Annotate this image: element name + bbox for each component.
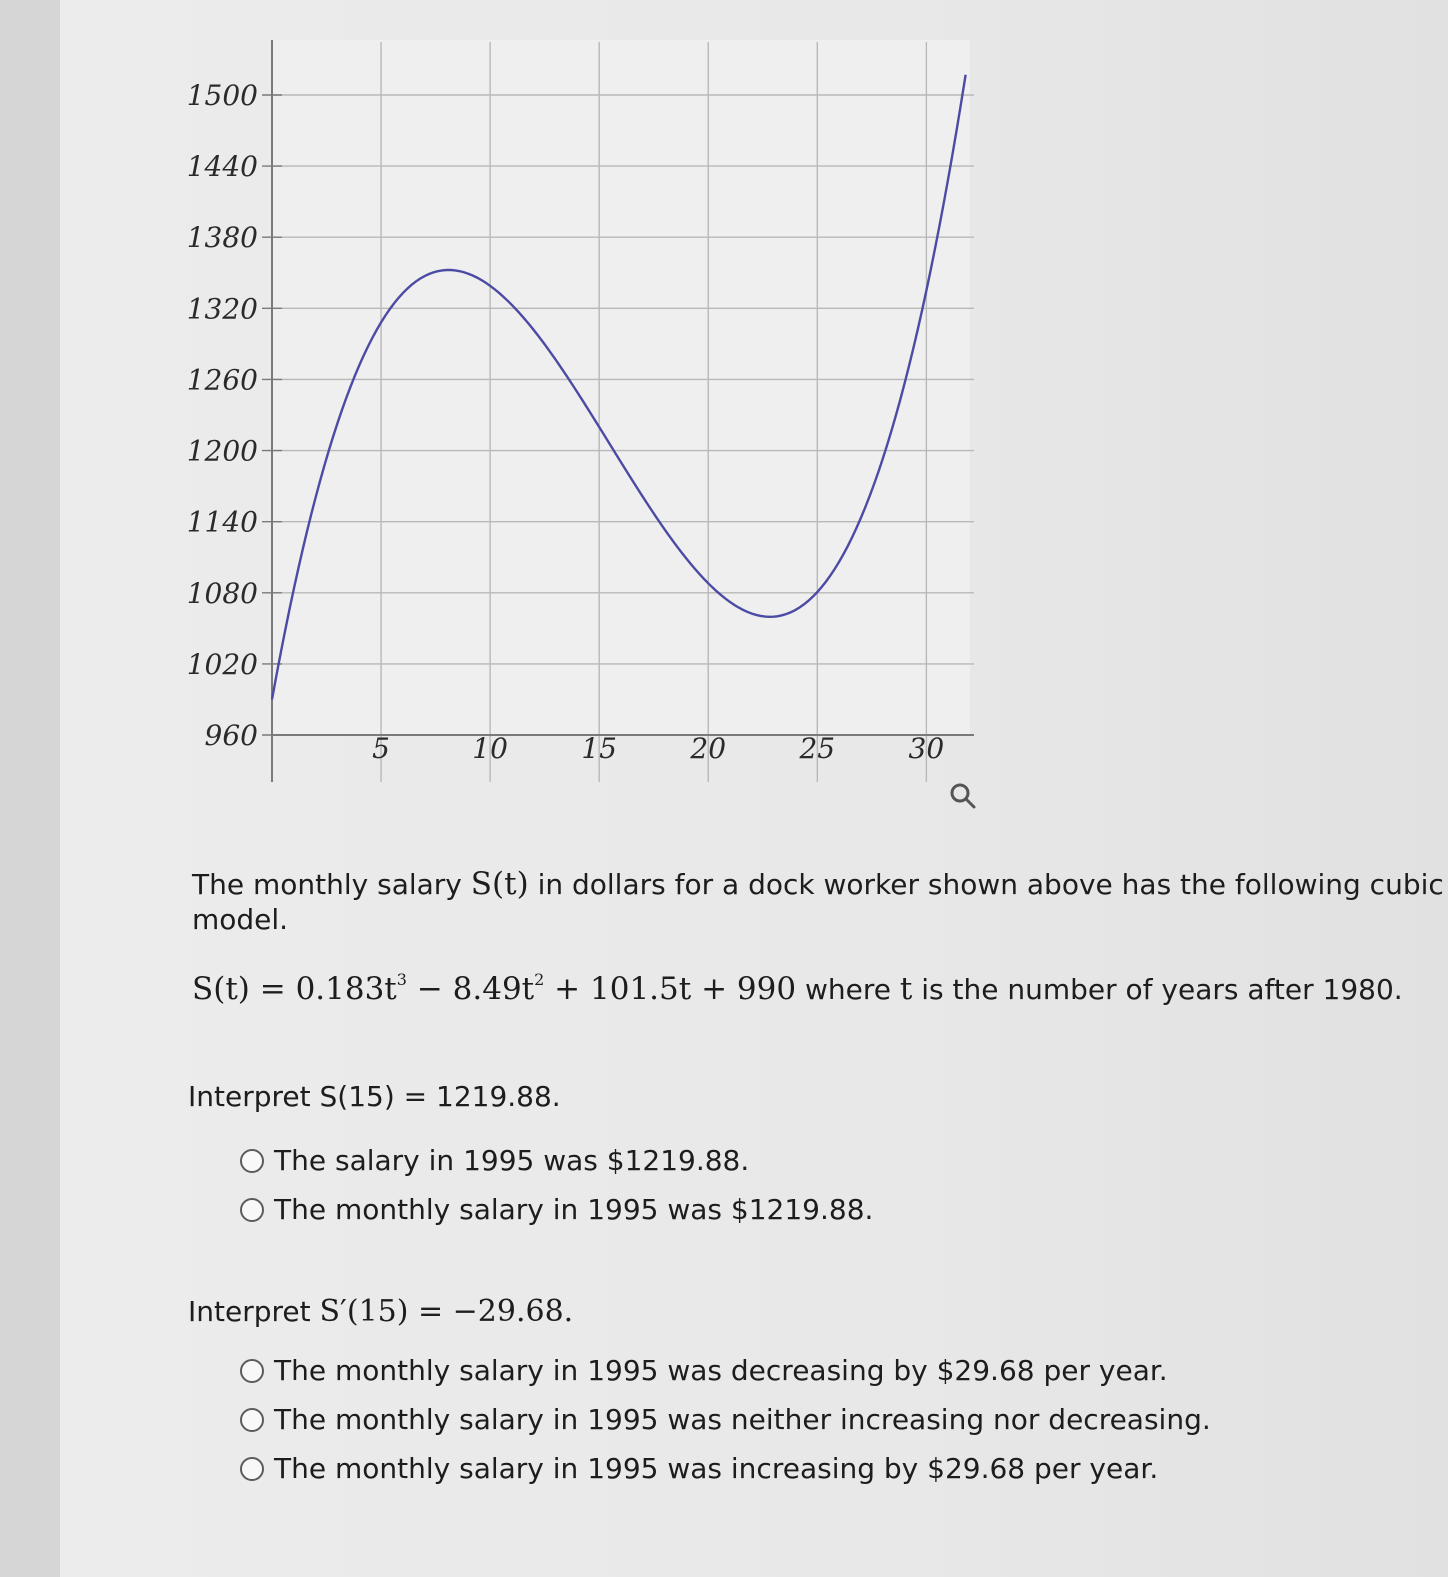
y-tick-label-1260: 1260 <box>186 363 258 397</box>
x-tick-label-15: 15 <box>581 732 618 765</box>
x-tick-label-5: 5 <box>372 732 390 765</box>
salary-chart-svg <box>180 30 1000 820</box>
model-equation <box>192 970 1403 1008</box>
y-tick-label-1080: 1080 <box>186 576 258 610</box>
x-tick-label-20: 20 <box>690 732 727 765</box>
statement <box>192 866 1448 937</box>
q2-radio-1[interactable] <box>240 1359 264 1383</box>
plot-area <box>272 40 970 735</box>
magnifier-icon[interactable] <box>946 780 980 814</box>
q2-option-1[interactable] <box>240 1354 1211 1387</box>
q1-option-2-label: The monthly salary in 1995 was $1219.88. <box>274 1193 874 1226</box>
q2-option-2-label: The monthly salary in 1995 was neither increasing nor decreasing. <box>274 1403 1211 1436</box>
y-tick-label-1380: 1380 <box>186 221 258 255</box>
q1-radio-2[interactable] <box>240 1198 264 1222</box>
y-tick-label-1440: 1440 <box>186 150 258 184</box>
statement-func: S(t) <box>470 866 529 902</box>
q1-option-2[interactable] <box>240 1193 873 1226</box>
q2-option-1-label: The monthly salary in 1995 was decreasing by $29.68 per year. <box>274 1354 1168 1387</box>
y-tick-label-1020: 1020 <box>186 647 258 681</box>
model-where: where <box>796 973 900 1006</box>
x-tick-label-30: 30 <box>908 732 945 765</box>
y-tick-label-960: 960 <box>204 719 258 752</box>
question-1-text: Interpret S(15) = 1219.88. <box>188 1080 561 1113</box>
salary-chart <box>180 30 1000 820</box>
statement-part2: in dollars for a dock worker shown above has the following cubic model. <box>192 868 1444 937</box>
q2-option-3[interactable] <box>240 1452 1211 1485</box>
q2-option-2[interactable] <box>240 1403 1211 1436</box>
question-1-prompt <box>188 1080 561 1113</box>
model-exp1: 3 <box>396 970 407 989</box>
content-panel <box>60 0 1448 1577</box>
y-tick-label-1500: 1500 <box>186 79 258 112</box>
model-var: t <box>899 971 913 1007</box>
y-tick-label-1140: 1140 <box>186 505 258 539</box>
question-1-options <box>240 1144 873 1242</box>
q1-radio-1[interactable] <box>240 1149 264 1173</box>
q1-option-1[interactable] <box>240 1144 873 1177</box>
x-tick-label-10: 10 <box>472 732 508 765</box>
question-2-math: S′(15) = −29.68. <box>319 1294 574 1329</box>
q1-option-1-label: The salary in 1995 was $1219.88. <box>274 1144 750 1177</box>
model-mid: − 8.49t <box>406 971 535 1007</box>
q2-radio-2[interactable] <box>240 1408 264 1432</box>
q2-option-3-label: The monthly salary in 1995 was increasing by $29.68 per year. <box>274 1452 1159 1485</box>
model-tail: + 101.5t + 990 <box>544 971 797 1007</box>
model-math: S(t) = 0.183t <box>192 971 397 1007</box>
q2-radio-3[interactable] <box>240 1457 264 1481</box>
model-suffix: is the number of years after 1980. <box>912 973 1403 1006</box>
model-exp2: 2 <box>534 970 545 989</box>
statement-part1: The monthly salary <box>192 868 471 901</box>
y-tick-label-1320: 1320 <box>186 292 258 326</box>
y-tick-label-1200: 1200 <box>186 434 258 468</box>
question-2-options <box>240 1354 1211 1501</box>
question-2-prefix: Interpret <box>188 1295 320 1328</box>
x-tick-label-25: 25 <box>799 732 836 765</box>
question-2-prompt <box>188 1294 573 1329</box>
